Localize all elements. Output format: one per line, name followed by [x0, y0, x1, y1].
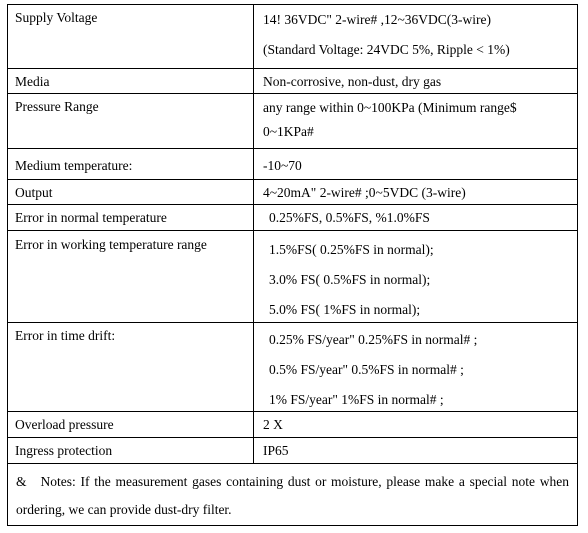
table-row-error-normal-temperature: [8, 204, 577, 230]
table-row-output: [8, 179, 577, 204]
label-overload-pressure: Overload pressure: [8, 412, 254, 437]
notes-text: [8, 464, 577, 525]
table-row-medium-temperature: [8, 148, 577, 179]
table-row-ingress-protection: [8, 437, 577, 463]
value-line: any range within 0~100KPa (Minimum range$: [263, 100, 517, 115]
value-overload-pressure: [254, 412, 577, 437]
label-output: Output: [8, 180, 254, 204]
label-error-working-temperature: Error in working temperature range: [8, 231, 254, 322]
value-output: [254, 180, 577, 204]
note-mark: &: [16, 474, 27, 489]
value-line: 1.5%FS( 0.25%FS in normal);: [269, 242, 434, 257]
value-line: 2 X: [263, 417, 283, 432]
label-medium-temperature: Medium temperature:: [8, 149, 254, 179]
label-ingress-protection: Ingress protection: [8, 438, 254, 463]
table-row-error-working-temperature: [8, 230, 577, 322]
value-line: Non-corrosive, non-dust, dry gas: [263, 74, 442, 89]
specification-table: [7, 4, 578, 526]
label-pressure-range: Pressure Range: [8, 94, 254, 148]
value-media: [254, 69, 577, 93]
table-row-error-time-drift: [8, 322, 577, 411]
value-error-working-temperature: [254, 231, 577, 322]
value-line: 1% FS/year" 1%FS in normal# ;: [269, 392, 444, 407]
value-pressure-range: [254, 94, 577, 148]
value-line: 3.0% FS( 0.5%FS in normal);: [269, 272, 431, 287]
value-medium-temperature: [254, 149, 577, 179]
table-row-pressure-range: [8, 93, 577, 148]
value-error-time-drift: [254, 323, 577, 411]
table-row-overload-pressure: [8, 411, 577, 437]
value-ingress-protection: [254, 438, 577, 463]
value-line: 4~20mA" 2-wire# ;0~5VDC (3-wire): [263, 185, 466, 200]
label-error-normal-temperature: Error in normal temperature: [8, 205, 254, 230]
value-line: 0.25%FS, 0.5%FS, %1.0%FS: [269, 210, 430, 225]
value-error-normal-temperature: [254, 205, 577, 230]
label-media: Media: [8, 69, 254, 93]
value-line: 0.25% FS/year" 0.25%FS in normal# ;: [269, 332, 478, 347]
value-supply-voltage: [254, 5, 577, 68]
label-error-time-drift: Error in time drift:: [8, 323, 254, 411]
value-line: IP65: [263, 443, 289, 458]
value-line: 14! 36VDC" 2-wire# ,12~36VDC(3-wire): [263, 12, 492, 27]
value-line: 0~1KPa#: [263, 124, 314, 139]
table-row-supply-voltage: [8, 5, 577, 68]
value-line: (Standard Voltage: 24VDC 5%, Ripple < 1%): [263, 42, 510, 57]
value-line: 5.0% FS( 1%FS in normal);: [269, 302, 421, 317]
table-row-media: [8, 68, 577, 93]
value-line: 0.5% FS/year" 0.5%FS in normal# ;: [269, 362, 464, 377]
table-row-notes: [8, 463, 577, 525]
note-body: Notes: If the measurement gases containing dust or moisture, please make a special note when ordering, we can provide dust-dry filter.: [16, 474, 569, 517]
label-supply-voltage: Supply Voltage: [8, 5, 254, 68]
value-line: -10~70: [263, 158, 302, 173]
